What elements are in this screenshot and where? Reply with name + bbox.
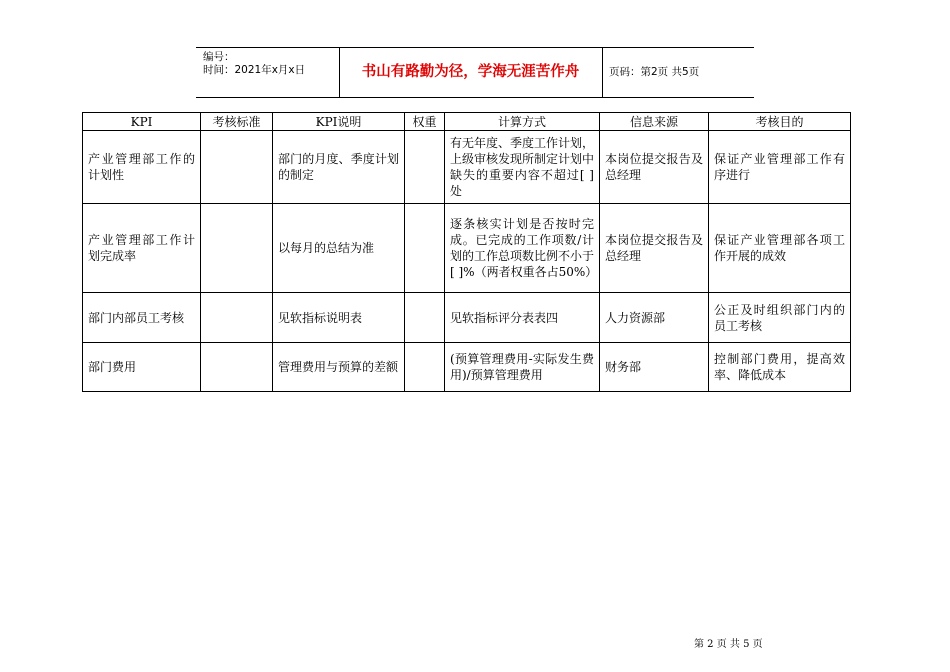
cell-weight	[405, 204, 445, 293]
cell-source: 人力资源部	[600, 293, 709, 343]
document-number-label: 编号：	[203, 51, 235, 63]
header-motto: 书山有路勤为径，学海无涯苦作舟	[361, 64, 580, 80]
cell-source: 财务部	[600, 343, 709, 392]
cell-standard	[201, 204, 273, 293]
page-footer: 第 2 页 共 5 页	[694, 639, 763, 650]
cell-source: 本岗位提交报告及总经理	[600, 131, 709, 204]
cell-standard	[201, 293, 273, 343]
column-header-description: KPI说明	[273, 113, 405, 131]
column-header-calculation: 计算方式	[445, 113, 600, 131]
document-header	[196, 47, 754, 98]
kpi-table	[82, 112, 851, 392]
table-row	[83, 204, 851, 293]
table-row	[83, 343, 851, 392]
cell-kpi: 产业管理部工作的计划性	[83, 131, 201, 204]
cell-description: 管理费用与预算的差额	[273, 343, 405, 392]
cell-weight	[405, 131, 445, 204]
cell-source: 本岗位提交报告及总经理	[600, 204, 709, 293]
column-header-standard: 考核标准	[201, 113, 273, 131]
cell-purpose: 保证产业管理部工作有序进行	[709, 131, 851, 204]
cell-calculation: (预算管理费用-实际发生费用)/预算管理费用	[445, 343, 600, 392]
table-row	[83, 293, 851, 343]
header-page-code: 页码：第2页 共5页	[609, 66, 700, 78]
cell-calculation: 逐条核实计划是否按时完成。已完成的工作项数/计划的工作总项数比例不小于[ ]%（两者权重各占50%）	[445, 204, 600, 293]
cell-calculation: 有无年度、季度工作计划，上级审核发现所制定计划中缺失的重要内容不超过[ ]处	[445, 131, 600, 204]
column-header-purpose: 考核目的	[709, 113, 851, 131]
cell-description: 部门的月度、季度计划的制定	[273, 131, 405, 204]
table-header-row	[83, 113, 851, 131]
document-time-label: 时间：2021年x月x日	[203, 64, 306, 76]
cell-kpi: 产业管理部工作计划完成率	[83, 204, 201, 293]
cell-description: 以每月的总结为准	[273, 204, 405, 293]
cell-weight	[405, 343, 445, 392]
cell-purpose: 保证产业管理部各项工作开展的成效	[709, 204, 851, 293]
cell-weight	[405, 293, 445, 343]
column-header-kpi: KPI	[83, 113, 201, 131]
cell-kpi: 部门费用	[83, 343, 201, 392]
cell-kpi: 部门内部员工考核	[83, 293, 201, 343]
cell-description: 见软指标说明表	[273, 293, 405, 343]
column-header-source: 信息来源	[600, 113, 709, 131]
cell-purpose: 控制部门费用，提高效率、降低成本	[709, 343, 851, 392]
header-divider	[602, 48, 603, 97]
cell-standard	[201, 131, 273, 204]
cell-standard	[201, 343, 273, 392]
cell-calculation: 见软指标评分表表四	[445, 293, 600, 343]
table-row	[83, 131, 851, 204]
cell-purpose: 公正及时组织部门内的员工考核	[709, 293, 851, 343]
column-header-weight: 权重	[405, 113, 445, 131]
